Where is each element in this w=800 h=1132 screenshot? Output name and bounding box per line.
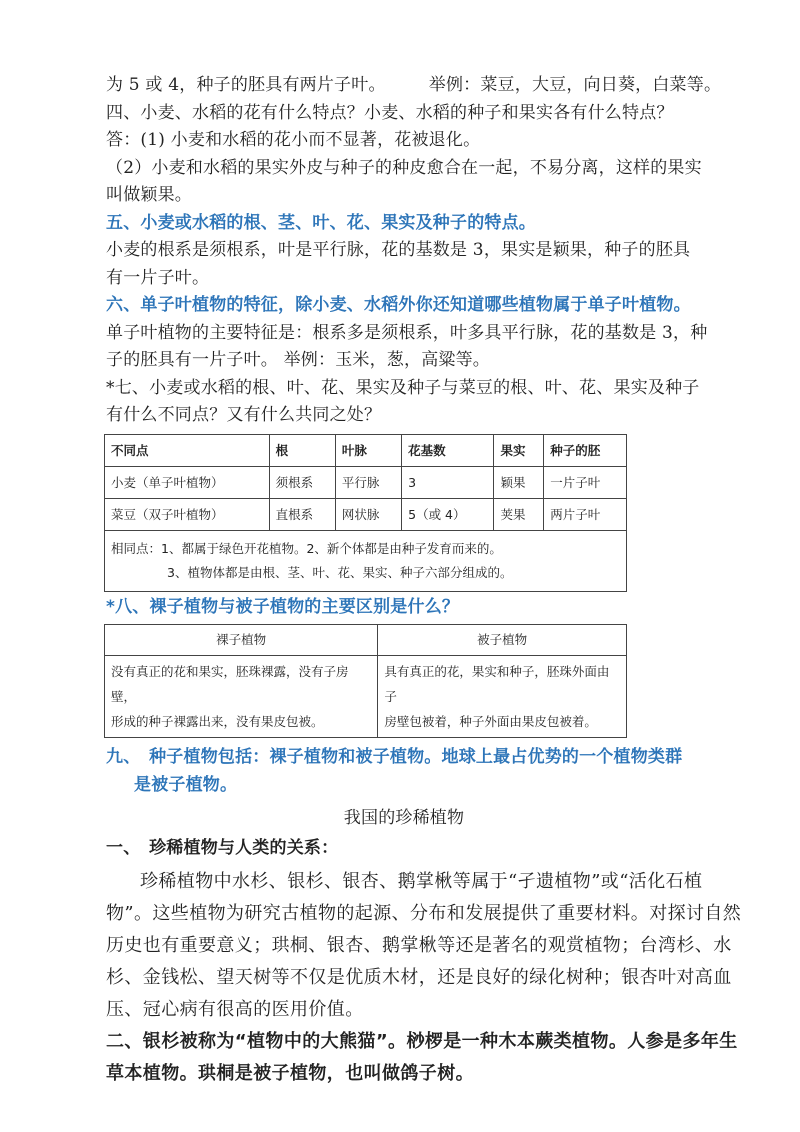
similarities-line-2: 3、植物体都是由根、茎、叶、花、果实、种子六部分组成的。 (167, 564, 513, 580)
table-header-cell: 叶脉 (335, 434, 401, 466)
table-header-cell: 种子的胚 (544, 434, 627, 466)
table-header-row (105, 625, 627, 656)
question-6-heading: 六、单子叶植物的特征，除小麦、水稻外你还知道哪些植物属于单子叶植物。 (106, 295, 691, 315)
body-line: 杉、金钱松、望天树等不仅是优质木材，还是良好的绿化树种；银杏叶对高血 (106, 967, 732, 988)
question-9-heading: 九、 种子植物包括：裸子植物和被子植物。地球上最占优势的一个植物类群 (106, 747, 683, 767)
table-cell: 平行脉 (335, 466, 401, 498)
cell-line: 形成的种子裸露出来，没有果皮包被。 (111, 714, 324, 729)
text-line: 为 5 或 4，种子的胚具有两片子叶。 举例：菜豆，大豆，向日葵，白菜等。 (106, 75, 722, 95)
body-line: 压、冠心病有很高的医用价值。 (106, 999, 364, 1020)
question-8-heading: *八、裸子植物与被子植物的主要区别是什么？ (106, 596, 460, 617)
answer-5: 小麦的根系是须根系，叶是平行脉，花的基数是 3，果实是颖果，种子的胚具 (106, 240, 691, 260)
comparison-table (104, 434, 627, 592)
answer-6-cont: 子的胚具有一片子叶。 举例：玉米，葱，高粱等。 (106, 350, 491, 370)
table-row-similarities (105, 530, 627, 591)
table-cell: 颖果 (494, 466, 544, 498)
cell-line: 房壁包被着，种子外面由果皮包被着。 (384, 714, 597, 729)
table-cell: 须根系 (269, 466, 335, 498)
answer-4-part-2-cont: 叫做颖果。 (106, 185, 192, 205)
answer-4-part-1: 答：(1) 小麦和水稻的花小而不显著，花被退化。 (106, 130, 481, 150)
body-line: 历史也有重要意义；珙桐、银杏、鹅掌楸等还是著名的观赏植物；台湾杉、水 (106, 935, 732, 956)
table-cell: 网状脉 (335, 498, 401, 530)
section-title: 我国的珍稀植物 (343, 808, 465, 828)
table-cell: 小麦（单子叶植物） (105, 466, 270, 498)
table-cell: 两片子叶 (544, 498, 627, 530)
table-cell: 菜豆（双子叶植物） (105, 498, 270, 530)
question-5-heading: 五、小麦或水稻的根、茎、叶、花、果实及种子的特点。 (106, 212, 536, 233)
table-cell (378, 656, 627, 738)
table-cell: 3 (402, 466, 494, 498)
document-page (106, 72, 742, 1090)
table-row (105, 466, 627, 498)
similarities-line-1: 相同点：1、都属于绿色开花植物。2、新个体都是由种子发育而来的。 (111, 540, 502, 556)
answer-5-cont: 有一片子叶。 (106, 267, 210, 288)
question-7: *七、小麦或水稻的根、叶、花、果实及种子与菜豆的根、叶、花、果实及种子 (106, 377, 700, 398)
table-row (105, 498, 627, 530)
answer-4-part-2: （2）小麦和水稻的果实外皮与种子的种皮愈合在一起，不易分离，这样的果实 (106, 157, 702, 178)
section-1-body (106, 866, 742, 1026)
table-header-row (105, 434, 627, 466)
table-header-cell: 不同点 (105, 434, 270, 466)
gymnosperm-angiosperm-table (104, 624, 627, 738)
table-header-cell: 果实 (494, 434, 544, 466)
section-2-line-cont: 草本植物。珙桐是被子植物，也叫做鸽子树。 (106, 1063, 474, 1084)
body-line: 物”。这些植物为研究古植物的起源、分布和发展提供了重要材料。对探讨自然 (106, 903, 742, 924)
table-cell (105, 656, 378, 738)
table-cell: 直根系 (269, 498, 335, 530)
table-header-cell: 根 (269, 434, 335, 466)
body-line: 珍稀植物中水杉、银杉、银杏、鹅掌楸等属于“孑遗植物”或“活化石植 (140, 871, 703, 892)
cell-line: 具有真正的花，果实和种子，胚珠外面由子 (384, 664, 610, 704)
table-header-cell: 花基数 (402, 434, 494, 466)
section-1-title: 一、 珍稀植物与人类的关系： (106, 837, 339, 858)
table-cell: 荚果 (494, 498, 544, 530)
section-2-line: 二、银杉被称为“植物中的大熊猫”。桫椤是一种木本蕨类植物。人参是多年生 (106, 1031, 738, 1052)
question-9-heading-cont: 是被子植物。 (134, 774, 238, 795)
similarities-cell (105, 530, 627, 591)
table-cell: 5（或 4） (402, 498, 494, 530)
question-7-cont: 有什么不同点？又有什么共同之处？ (106, 405, 382, 425)
cell-line: 没有真正的花和果实，胚珠裸露，没有子房壁， (111, 664, 349, 704)
table-header-cell: 裸子植物 (105, 625, 378, 656)
table-row (105, 656, 627, 738)
table-header-cell: 被子植物 (378, 625, 627, 656)
table-cell: 一片子叶 (544, 466, 627, 498)
question-4: 四、小麦、水稻的花有什么特点？小麦、水稻的种子和果实各有什么特点？ (106, 102, 674, 123)
answer-6: 单子叶植物的主要特征是：根系多是须根系，叶多具平行脉，花的基数是 3，种 (106, 322, 708, 343)
